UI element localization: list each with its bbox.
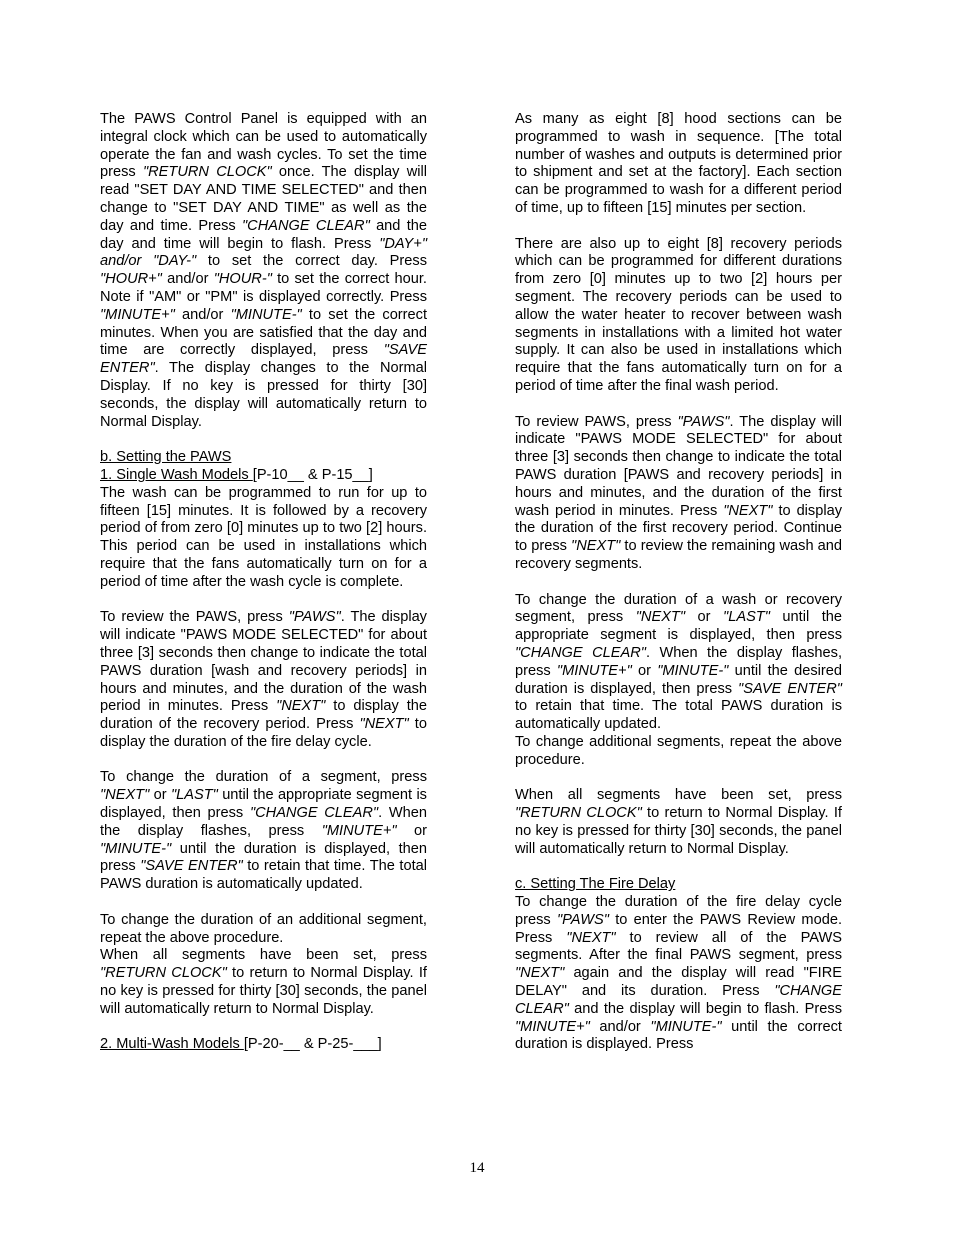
change-segment-paragraph: To change the duration of a segment, press "NEXT" or "LAST" until the appropriate segment is displayed, then press "CHANGE CLEAR". When the display flashes, press "MINUTE+" or "MINUTE-" until the duration is displayed, then press "SAVE ENTER" to retain that time. The total PAWS duration is automatically updated. <box>100 769 428 893</box>
hood-sections-paragraph: As many as eight [8] hood sections can be programmed to wash in sequence. [The total number of washes and outputs is determined prior to shipment and set at the factory]. Each section can be programmed to wash for a different period of time, up to fifteen [15] minutes per section. <box>515 111 842 216</box>
return-clock-paragraph: When all segments have been set, press "RETURN CLOCK" to return to Normal Display. If no key is pressed for thirty [30] seconds, the panel will automatically return to Normal Display. <box>100 947 427 1017</box>
subheading-single-wash: 1. Single Wash Models [P-10__ & P-15__] <box>100 466 373 483</box>
additional-segment-paragraph: To change the duration of an additional segment, repeat the above procedure. <box>100 911 427 946</box>
additional-segments-paragraph: To change additional segments, repeat the above procedure. <box>515 733 842 768</box>
section-heading-fire-delay: c. Setting The Fire Delay <box>515 876 676 893</box>
right-column <box>515 111 842 1054</box>
fire-delay-paragraph: To change the duration of the fire delay cycle press "PAWS" to enter the PAWS Review mode. Press "NEXT" to review all of the PAWS segments. After the final PAWS segment, press "NEXT" again and the display will read "FIRE DELAY" and its duration. Press "CHANGE CLEAR" and the display will begin to flash. Press "MINUTE+" and/or "MINUTE-" until the correct duration is displayed. Press <box>515 894 842 1053</box>
clock-setup-paragraph: The PAWS Control Panel is equipped with an integral clock which can be used to automatically operate the fan and wash cycles. To set the time press "RETURN CLOCK" once. The display will read "SET DAY AND TIME SELECTED" and then change to "SET DAY AND TIME" as well as the day and time. Press "CHANGE CLEAR" and the day and time will begin to flash. Press "DAY+" and/or "DAY-" to set the correct day. Press "HOUR+" and/or "HOUR-" to set the correct hour. Note if "AM" or "PM" is displayed correctly. Press "MINUTE+" and/or "MINUTE-" to set the correct minutes. When you are satisfied that the day and time are correctly displayed, press "SAVE ENTER". The display changes to the Normal Display. If no key is pressed for thirty [30] seconds, the display will automatically return to Normal Display. <box>100 111 427 430</box>
change-wash-recovery-paragraph: To change the duration of a wash or recovery segment, press "NEXT" or "LAST" until the appropriate segment is displayed, then press "CHANGE CLEAR". When the display flashes, press "MINUTE+" or "MINUTE-" until the desired duration is displayed, then press "SAVE ENTER" to retain that time. The total PAWS duration is automatically updated. <box>515 591 843 733</box>
left-column <box>100 111 427 1054</box>
review-paws-paragraph: To review the PAWS, press "PAWS". The display will indicate "PAWS MODE SELECTED" for about three [3] seconds then change to indicate the total PAWS duration [wash and recovery periods] in hours and minutes, and the duration of the wash period in minutes. Press "NEXT" to display the duration of the recovery period. Press "NEXT" to display the duration of the fire delay cycle. <box>100 609 427 750</box>
return-clock-multi-paragraph: When all segments have been set, press "RETURN CLOCK" to return to Normal Display. If no key is pressed for thirty [30] seconds, the panel will automatically return to Normal Display. <box>515 787 842 857</box>
review-paws-multi-paragraph: To review PAWS, press "PAWS". The display will indicate "PAWS MODE SELECTED" for about three [3] seconds then change to indicate the total PAWS duration [PAWS and recovery periods] in hours and minutes, and the duration of the first wash period in minutes. Press "NEXT" to display the duration of the first recovery period. Continue to press "NEXT" to review the remaining wash and recovery segments. <box>515 413 843 572</box>
page-number: 14 <box>469 1160 485 1176</box>
section-heading-setting-paws: b. Setting the PAWS <box>100 449 232 466</box>
subheading-multi-wash: 2. Multi-Wash Models [P-20-__ & P-25-___] <box>100 1036 382 1053</box>
recovery-periods-paragraph: There are also up to eight [8] recovery periods which can be programmed for different durations from zero [0] minutes up to two [2] hours per segment. The recovery periods can be used to allow the water heater to recover between wash segments in installations with a limited hot water supply. It can also be used in installations which require that the fans automatically turn on for a period of time after the final wash period. <box>515 235 842 394</box>
single-wash-description: The wash can be programmed to run for up to fifteen [15] minutes. It is followed by a recovery period of from zero [0] minutes up to two [2] hours. This period can be used in installations which require that the fans automatically turn on for a period of time after the wash cycle is complete. <box>100 484 427 590</box>
